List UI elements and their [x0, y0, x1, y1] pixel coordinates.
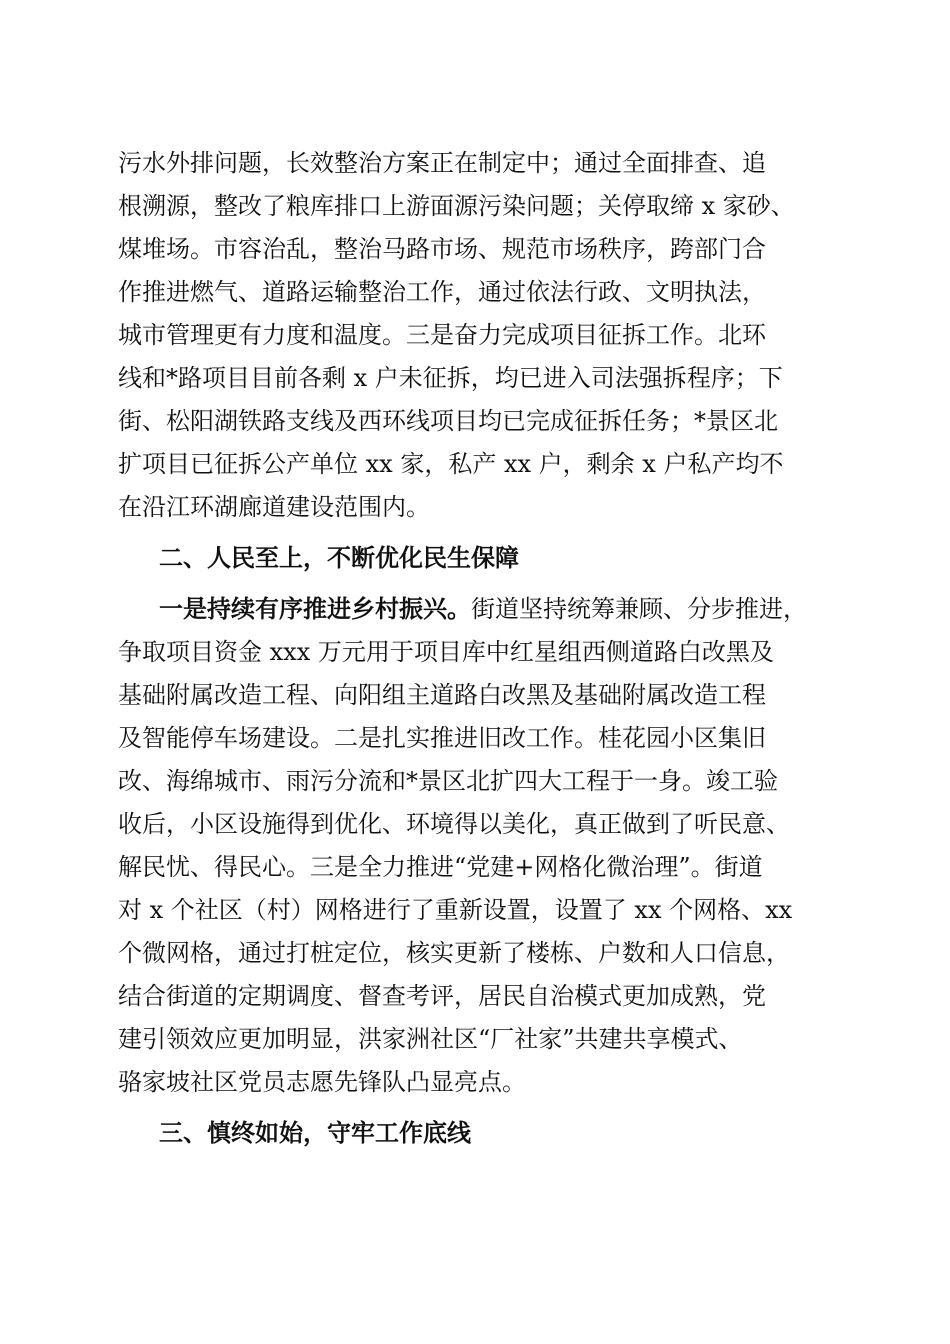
text-line: 作推进燃气、道路运输整治工作，通过依法行政、文明执法， [118, 278, 766, 306]
text-line: 收后，小区设施得到优化、环境得以美化，真正做到了听民意、 [118, 810, 790, 838]
text-line: 改、海绵城市、雨污分流和*景区北扩四大工程于一身。竣工验 [118, 767, 778, 795]
text-line: 煤堆场。市容治乱，整治马路市场、规范市场秩序，跨部门合 [118, 235, 766, 263]
text-line: 污水外排问题，长效整治方案正在制定中；通过全面排查、追 [118, 149, 766, 177]
text-line: 建引领效应更加明显，洪家洲社区“厂社家”共建共享模式、 [118, 1025, 743, 1053]
text-line: 根溯源，整改了粮库排口上游面源污染问题；关停取缔 x 家砂、 [118, 192, 795, 220]
text-line: 及智能停车场建设。二是扎实推进旧改工作。桂花园小区集旧 [118, 724, 766, 752]
text-line: 线和*路项目目前各剩 x 户未征拆，均已进入司法强拆程序；下 [118, 364, 783, 392]
paragraph-livelihood [118, 588, 838, 1104]
text-line: 个微网格，通过打桩定位，核实更新了楼栋、户数和人口信息， [118, 939, 790, 967]
lead-phrase: 一是持续有序推进乡村振兴。 [159, 595, 471, 623]
text-line: 骆家坡社区党员志愿先锋队凸显亮点。 [118, 1068, 526, 1096]
text-line: 在沿江环湖廊道建设范围内。 [118, 493, 430, 521]
text-line [118, 588, 838, 631]
text-line: 结合街道的定期调度、督查考评，居民自治模式更加成熟，党 [118, 982, 766, 1010]
text-line: 基础附属改造工程、向阳组主道路白改黑及基础附属改造工程 [118, 681, 766, 709]
section-heading-people-first: 二、人民至上，不断优化民生保障 [159, 544, 519, 572]
section-heading-bottom-line: 三、慎终如始，守牢工作底线 [159, 1119, 471, 1147]
paragraph-project-demolition [118, 142, 838, 529]
text-line: 城市管理更有力度和温度。三是奋力完成项目征拆工作。北环 [118, 321, 766, 349]
text-line: 解民忧、得民心。三是全力推进“党建+网格化微治理”。街道 [118, 853, 763, 881]
text-line: 街、松阳湖铁路支线及西环线项目均已完成征拆任务；*景区北 [118, 407, 778, 435]
document-body [118, 142, 838, 1163]
text-line: 对 x 个社区（村）网格进行了重新设置，设置了 xx 个网格、xx [118, 896, 793, 924]
text-line: 扩项目已征拆公产单位 xx 家，私产 xx 户，剩余 x 户私产均不 [118, 450, 784, 478]
text-line: 争取项目资金 xxx 万元用于项目库中红星组西侧道路白改黑及 [118, 638, 774, 666]
line-remainder: 街道坚持统筹兼顾、分步推进， [471, 595, 807, 623]
